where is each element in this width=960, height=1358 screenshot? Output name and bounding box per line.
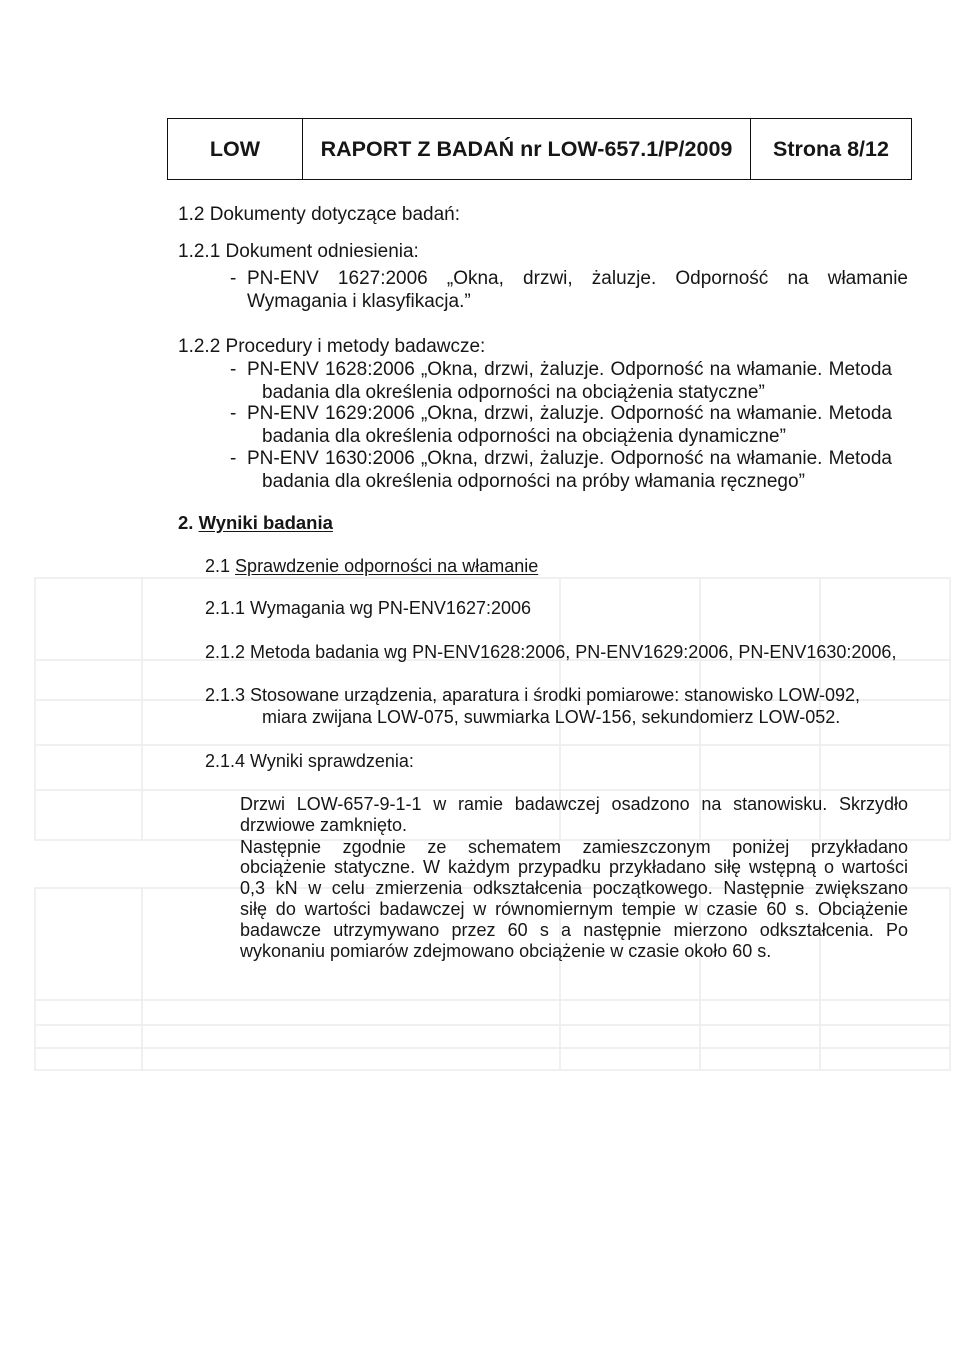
list-bullet-dash: -	[230, 268, 237, 289]
procedure-standard-line: PN-ENV 1629:2006 „Okna, drzwi, żaluzje. Odporność na włamanie. Metoda	[247, 403, 892, 424]
reference-standard-line-continued: Wymagania i klasyfikacja.”	[247, 291, 471, 312]
list-bullet-dash: -	[230, 359, 237, 380]
reference-standard-line: PN-ENV 1627:2006 „Okna, drzwi, żaluzje. Odporność na włamanie	[247, 268, 908, 289]
findings-paragraph-line: Drzwi LOW-657-9-1-1 w ramie badawczej osadzono na stanowisku. Skrzydło	[240, 794, 908, 814]
equipment-line-continued: miara zwijana LOW-075, suwmiarka LOW-156, sekundomierz LOW-052.	[262, 707, 841, 727]
list-bullet-dash: -	[230, 448, 237, 469]
reference-document-heading: 1.2.1 Dokument odniesienia:	[178, 241, 419, 262]
findings-paragraph-line: obciążenie statyczne. W każdym przypadku przykładano siłę wstępną o wartości	[240, 857, 908, 877]
procedures-heading: 1.2.2 Procedury i metody badawcze:	[178, 336, 486, 357]
findings-paragraph-line: 0,3 kN w celu zmierzenia odkształcenia początkowego. Następnie zwiększano	[240, 878, 908, 898]
equipment-line: 2.1.3 Stosowane urządzenia, aparatura i środki pomiarowe: stanowisko LOW-092,	[205, 685, 861, 705]
procedure-standard-line-continued: badania dla określenia odporności na próby włamania ręcznego”	[262, 471, 805, 492]
procedure-standard-line: PN-ENV 1630:2006 „Okna, drzwi, żaluzje. Odporność na włamanie. Metoda	[247, 448, 892, 469]
findings-paragraph-line: wykonaniu pomiarów zdejmowano obciążenie w czasie około 60 s.	[240, 941, 772, 961]
subsection-title: Sprawdzenie odporności na włamanie	[235, 556, 539, 576]
section-title: Wyniki badania	[198, 512, 333, 533]
findings-paragraph-line: Następnie zgodnie ze schematem zamieszczonym poniżej przykładano	[240, 837, 908, 857]
findings-heading: 2.1.4 Wyniki sprawdzenia:	[205, 751, 414, 771]
findings-paragraph-line: badawcze utrzymywano przez 60 s a następnie mierzono odkształcenia. Po	[240, 920, 908, 940]
section-results-heading	[178, 511, 333, 535]
list-bullet-dash: -	[230, 403, 237, 424]
requirements-line: 2.1.1 Wymagania wg PN-ENV1627:2006	[205, 598, 532, 618]
procedure-standard-line-continued: badania dla określenia odporności na obciążenia statyczne”	[262, 382, 765, 403]
procedure-standard-line: PN-ENV 1628:2006 „Okna, drzwi, żaluzje. Odporność na włamanie. Metoda	[247, 359, 892, 380]
findings-paragraph-line: siłę do wartości badawczej w równomiernym tempie w czasie 60 s. Obciążenie	[240, 899, 908, 919]
header-report-title: RAPORT Z BADAŃ nr LOW-657.1/P/2009	[303, 119, 751, 179]
section-number: 2.	[178, 512, 194, 533]
section-documents-heading: 1.2 Dokumenty dotyczące badań:	[178, 204, 461, 225]
test-method-line: 2.1.2 Metoda badania wg PN-ENV1628:2006, PN-ENV1629:2006, PN-ENV1630:2006,	[205, 642, 897, 662]
header-page-number: Strona 8/12	[773, 136, 889, 161]
findings-paragraph-line: drzwiowe zamknięto.	[240, 815, 408, 835]
subsection-number: 2.1	[205, 556, 231, 576]
header-org: LOW	[168, 119, 303, 179]
report-header	[167, 118, 912, 180]
procedure-standard-line-continued: badania dla określenia odporności na obciążenia dynamiczne”	[262, 426, 786, 447]
subsection-burglary-check-heading	[205, 554, 538, 578]
